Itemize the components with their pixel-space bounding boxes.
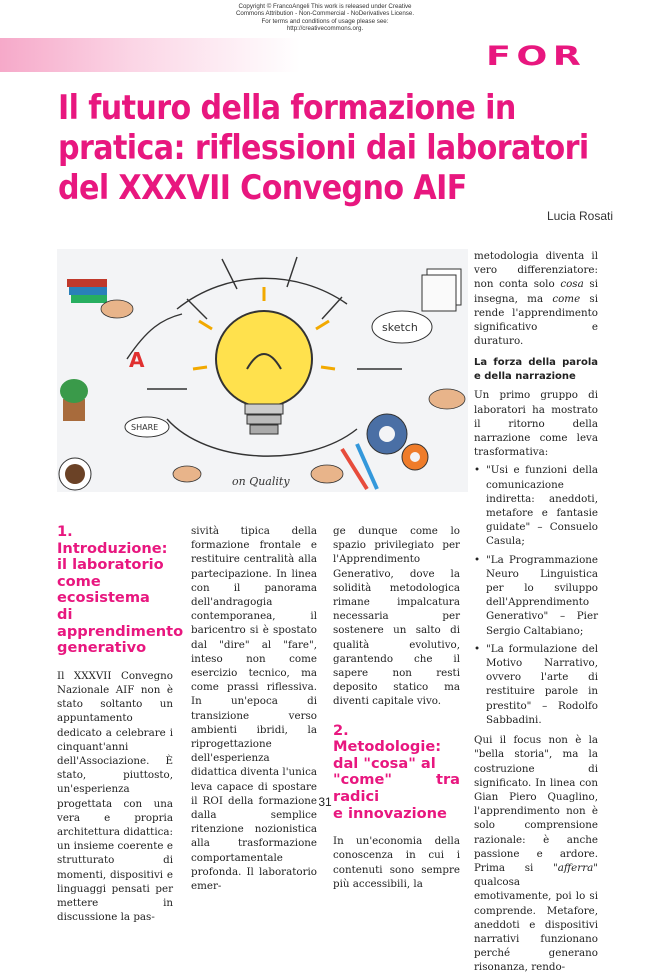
body-paragraph: Il XXXVII Convegno Nazionale AIF non è stato soltanto un appuntamento dedicato a celebrare i cinquant'anni dell'Associazione. È stato, piuttosto, un'esperienza progettata con una vera e propria architettura didattica: un insieme coerente e strutturato di momenti, dispositivi e linguaggi pensati per mettere in discussione la pas- [57,669,173,924]
emphasis: cosa [560,278,584,291]
list-item: • "Usi e funzioni della comunicazione indiretta: aneddoti, metafore e fantasie guidate" – Consuelo Casula; [474,463,598,548]
workshop-list [474,463,598,727]
heading-line: "come" tra radici [333,771,460,806]
lightbulb-illustration [57,249,468,492]
plant-icon [60,379,88,421]
title-line: pratica: riflessioni dai laboratori [58,128,589,167]
copyright-line: http://creativecommons.org. [286,25,364,33]
column-2 [191,524,317,893]
page-number: 31 [318,795,332,809]
books-icon [67,279,107,303]
copyright-line: Commons Attribution - Non-Commercial - NoDerivatives License. [235,10,415,18]
article-title [58,88,618,208]
a-letter-label: A [129,348,145,372]
body-paragraph: Un primo gruppo di laboratori ha mostrato il ritorno della narrazione come leva trasformativa: [474,389,598,459]
quality-label: on Quality [232,475,290,488]
column-4 [474,249,598,975]
hero-illustration [57,249,468,492]
sketch-cloud-icon [372,311,432,343]
section-heading-1 [57,523,184,657]
text-run: qualcosa emotivamente, poi lo si comprende. Metafore, aneddoti e dispositivi narrativi funzionano perché generano risonanza, rendo- [474,876,598,974]
text-run: metodologia diventa il vero differenziatore: non conta solo [474,250,598,291]
column-1 [57,523,184,924]
list-item: • "La Programmazione Neuro Linguistica per lo sviluppo dell'Apprendimento Generativo" – Pier Sergio Caltabiano; [474,553,598,638]
body-paragraph [474,733,598,974]
heading-line: generativo [57,639,147,657]
coffee-cup-icon [59,458,91,490]
intro-paragraph [474,249,598,348]
title-line: Il futuro della formazione in [58,88,516,127]
text-run: Qui il focus non è la "bella storia", ma la costruzione di significato. In linea con Gian Piero Quaglino, l'apprendimento non è solo comprensione razionale: è anche passione e ardore. Prima si [474,734,598,874]
body-paragraph: ge dunque come lo spazio privilegiato per l'Apprendimento Generativo, dove la solidità metodologica rimane impalcatura necessaria per sostenere un salto di qualità evolutivo, garantendo che il sapere non resti deposito statico ma diventi capitale vivo. [333,525,460,708]
share-label: SHARE [131,423,159,432]
copyright-notice [200,3,450,33]
body-paragraph: sività tipica della formazione frontale e restituire centralità alla partecipazione. In linea con il panorama dell'andragogia contemporanea, il baricentro si è spostato dal "dire" al "fare", inteso non come esercizio tecnico, ma come prassi riflessiva. In un'epoca di transizione verso ambienti ibridi, la riprogettazione dell'esperienza didattica diventa l'unica leva capace di spostare il ROI della formazione dalla semplice ritenzione nozionistica alla trasformazione comportamentale profonda. Il laboratorio emer- [191,525,317,893]
magazine-logo: FOR [485,41,586,72]
text-run: si rende l'apprendimento significativo e duraturo. [474,292,598,348]
heading-line: e innovazione [333,804,447,822]
title-line: del XXXVII Convegno AIF [58,168,467,207]
emphasis: come [552,292,581,305]
article-author: Lucia Rosati [546,209,613,223]
papers-stack-icon [422,269,461,311]
list-item: • "La formulazione del Motivo Narrativo, ovvero l'arte di restituire parole in prestito" – Rodolfo Sabbadini. [474,642,598,727]
subheading: La forza della parola e della narrazione [474,357,598,383]
text-run: si insegna, ma [474,278,598,305]
sketch-label: sketch [382,321,418,334]
copyright-line: Copyright © FrancoAngeli This work is released under Creative [238,3,412,10]
copyright-line: For terms and conditions of usage please see: [261,17,389,25]
emphasis: "afferra" [553,861,598,874]
share-bubble-icon [125,417,169,437]
heading-line: dal "cosa" al [333,754,436,772]
heading-line: di apprendimento [57,605,184,640]
heading-line: il laboratorio [57,556,164,574]
header-band [0,38,300,72]
heading-line: come ecosistema [57,572,150,607]
heading-line: 2. Metodologie: [333,721,442,756]
body-paragraph: In un'economia della conoscenza in cui i contenuti sono sempre più accessibili, la [333,835,460,890]
heading-line: 1. Introduzione: [57,523,168,557]
